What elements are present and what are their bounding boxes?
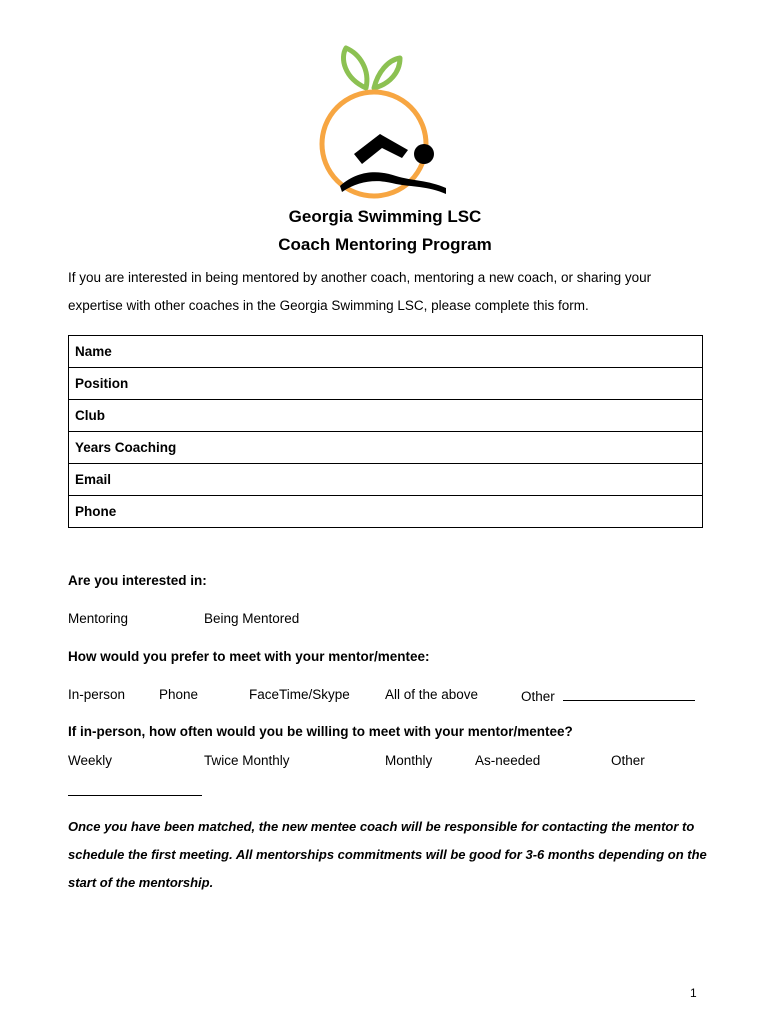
note-line-2: schedule the first meeting. All mentorships commitments will be good for 3-6 months depending on the (68, 847, 707, 862)
field-position-label: Position (69, 368, 703, 400)
intro-line-1: If you are interested in being mentored by another coach, mentoring a new coach, or sharing your (68, 270, 652, 285)
table-row[interactable] (69, 368, 703, 400)
option-in-person[interactable]: In-person (68, 687, 126, 702)
table-row[interactable] (69, 464, 703, 496)
field-email-label: Email (69, 464, 703, 496)
leaf-left-icon (343, 48, 366, 88)
intro-line-2: expertise with other coaches in the Georgia Swimming LSC, please complete this form. (68, 298, 589, 313)
table-row[interactable] (69, 336, 703, 368)
georgia-swimming-logo-icon (318, 44, 450, 204)
leaf-right-icon (374, 58, 400, 88)
option-monthly[interactable]: Monthly (385, 753, 433, 768)
option-mentoring[interactable]: Mentoring (68, 611, 129, 626)
note-line-3: start of the mentorship. (68, 875, 214, 890)
note-line-1: Once you have been matched, the new mentee coach will be responsible for contacting the mentor to (68, 819, 695, 834)
option-being-mentored[interactable]: Being Mentored (204, 611, 300, 626)
option-phone[interactable]: Phone (159, 687, 199, 702)
option-as-needed[interactable]: As-needed (475, 753, 541, 768)
option-facetime-skype[interactable]: FaceTime/Skype (249, 687, 350, 702)
option-other-meeting[interactable] (521, 686, 695, 706)
field-years-coaching-label: Years Coaching (69, 432, 703, 464)
page-title: Georgia Swimming LSC (288, 207, 482, 226)
interest-question: Are you interested in: (68, 573, 207, 588)
option-twice-monthly[interactable]: Twice Monthly (204, 753, 290, 768)
table-row[interactable] (69, 496, 703, 528)
option-weekly[interactable]: Weekly (68, 753, 113, 768)
option-other-label: Other (521, 689, 555, 704)
meeting-question: How would you prefer to meet with your mentor/mentee: (68, 649, 430, 664)
field-phone-label: Phone (69, 496, 703, 528)
page-number: 1 (690, 986, 697, 1000)
table-row[interactable] (69, 432, 703, 464)
option-other-frequency[interactable]: Other (611, 753, 645, 768)
field-name-label: Name (69, 336, 703, 368)
option-all-of-the-above[interactable]: All of the above (385, 687, 479, 702)
table-row[interactable] (69, 400, 703, 432)
swimmer-arm-icon (354, 134, 408, 164)
field-club-label: Club (69, 400, 703, 432)
swimmer-head-icon (414, 144, 434, 164)
contact-info-table (68, 335, 703, 528)
frequency-question: If in-person, how often would you be willing to meet with your mentor/mentee? (68, 724, 573, 739)
other-frequency-blank-line[interactable] (68, 795, 202, 796)
other-meeting-blank-line[interactable] (563, 686, 695, 701)
page-subtitle: Coach Mentoring Program (278, 235, 492, 254)
